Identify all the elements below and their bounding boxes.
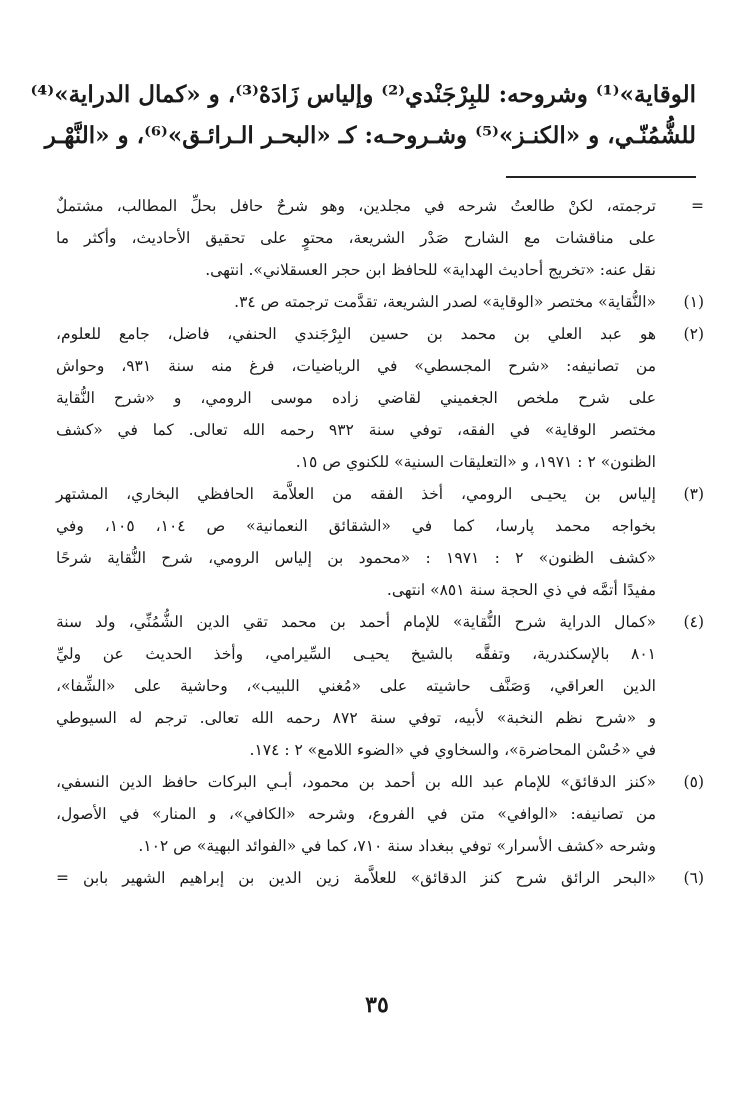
footnote-separator — [506, 176, 696, 178]
footnote-line: على مناقشات مع الشارح صَدْر الشريعة، محتوٍ على تحقيق الأحاديث، وأكثر ما — [56, 229, 656, 247]
footnote-1 — [56, 286, 704, 318]
footnote-line: هو عبد العلي بن محمد بن حسين البِرْجَندي الحنفي، فاضل، جامع للعلوم، — [56, 325, 656, 343]
footnote-line: مختصر الوقاية» في الفقه، توفي سنة ٩٣٢ رحمه الله تعالى. كما في «كشف — [56, 421, 656, 439]
footnote-3 — [56, 478, 704, 606]
footnote-line: «البحر الرائق شرح كنز الدقائق» للعلاَّمة زين الدين بن إبراهيم الشهير بابن = — [56, 869, 656, 887]
footnote-line: إلياس بن يحيـى الرومي، أخذ الفقه من العلاَّمة الحافظي البخاري، المشتهر — [56, 485, 656, 503]
footnotes — [56, 190, 704, 894]
footnote-line: ٨٠١ بالإسكندرية، وتفقَّه بالشيخ يحيـى السِّيرامي، وأخذ الحديث عن وليِّ — [56, 645, 656, 663]
footnote-number: (٣) — [683, 485, 704, 503]
continuation-mark: = — [691, 197, 704, 215]
footnote-line: مفيدًا أتمَّه في ذي الحجة سنة ٨٥١» انتهى. — [386, 581, 656, 599]
footnote-line: بخواجه محمد پارسا، كما في «الشقائق النعمانية» ص ١٠٤، ١٠٥، وفي — [56, 517, 656, 535]
footnote-5 — [56, 766, 704, 862]
footnote-line: ترجمته، لكنْ طالعتُ شرحه في مجلدين، وهو شرحٌ حافل بحلِّ المطالب، مشتملٌ — [56, 197, 656, 215]
footnote-4 — [56, 606, 704, 766]
footnote-line: «كنز الدقائق» للإمام عبد الله بن أحمد بن محمود، أبـي البركات حافظ الدين النسفي، — [56, 773, 656, 791]
footnote-line: الظنون» ٢ : ١٩٧١، و «التعليقات السنية» للكنوي ص ١٥. — [295, 453, 656, 471]
footnote-continuation — [56, 190, 704, 286]
footnote-line: وشرحه «كشف الأسرار» توفي ببغداد سنة ٧١٠، كما في «الفوائد البهية» ص ١٠٢. — [138, 837, 656, 855]
page-number: ٣٥ — [365, 992, 389, 1018]
footnote-line: و «شرح نظم النخبة» لأبيه، توفي سنة ٨٧٢ رحمه الله تعالى. ترجم له السيوطي — [56, 709, 656, 727]
footnote-number: (٦) — [683, 869, 704, 887]
main-text-line: الوقاية»⁽¹⁾ وشروحه: للبِرْجَنْدي⁽²⁾ وإلياس زَادَهْ⁽³⁾، و «كمال الدراية»⁽⁴⁾ — [30, 81, 696, 108]
footnote-number: (٥) — [683, 773, 704, 791]
footnote-line: من تصانيفه: «شرح المجسطي» في الرياضيات، فرغ منه سنة ٩٣١، وحواش — [56, 357, 656, 375]
footnote-number: (١) — [683, 293, 704, 311]
footnote-line: الدين العراقي، وَصَنَّف حاشيته على «مُغني اللبيب»، وحاشية على «الشِّفا»، — [56, 677, 656, 695]
footnote-6 — [56, 862, 704, 894]
footnote-line: نقل عنه: «تخريج أحاديث الهداية» للحافظ ابن حجر العسقلاني». انتهى. — [205, 261, 656, 279]
footnote-line: من تصانيفه: «الوافي» متن في الفروع، وشرحه «الكافي»، و المنار» في الأصول، — [56, 805, 656, 823]
main-text-line: للشُّمُنّـي، و «الكنـز»⁽⁵⁾ وشـروحـه: كـ «البحـر الـرائـق»⁽⁶⁾، و «النَّهْـر — [44, 122, 696, 149]
footnote-line: «كمال الدراية شرح النُّقاية» للإمام أحمد بن محمد تقي الدين الشُّمُنِّي، ولد سنة — [56, 613, 656, 631]
footnote-line: في «حُسْن المحاضرة»، والسخاوي في «الضوء اللامع» ٢ : ١٧٤. — [249, 741, 656, 759]
footnote-line: على شرح ملخص الجغميني لقاضي زاده موسى الرومي، و «شرح النُّقاية — [56, 389, 656, 407]
footnote-line: «كشف الظنون» ٢ : ١٩٧١ : «محمود بن إلياس الرومي، شرح النُّقاية شرحًا — [56, 549, 657, 567]
main-text — [30, 74, 696, 156]
footnote-2 — [56, 318, 704, 478]
footnote-line: «النُّقاية» مختصر «الوقاية» لصدر الشريعة، تقدَّمت ترجمته ص ٣٤. — [234, 293, 656, 311]
footnote-number: (٤) — [683, 613, 704, 631]
footnote-number: (٢) — [683, 325, 704, 343]
